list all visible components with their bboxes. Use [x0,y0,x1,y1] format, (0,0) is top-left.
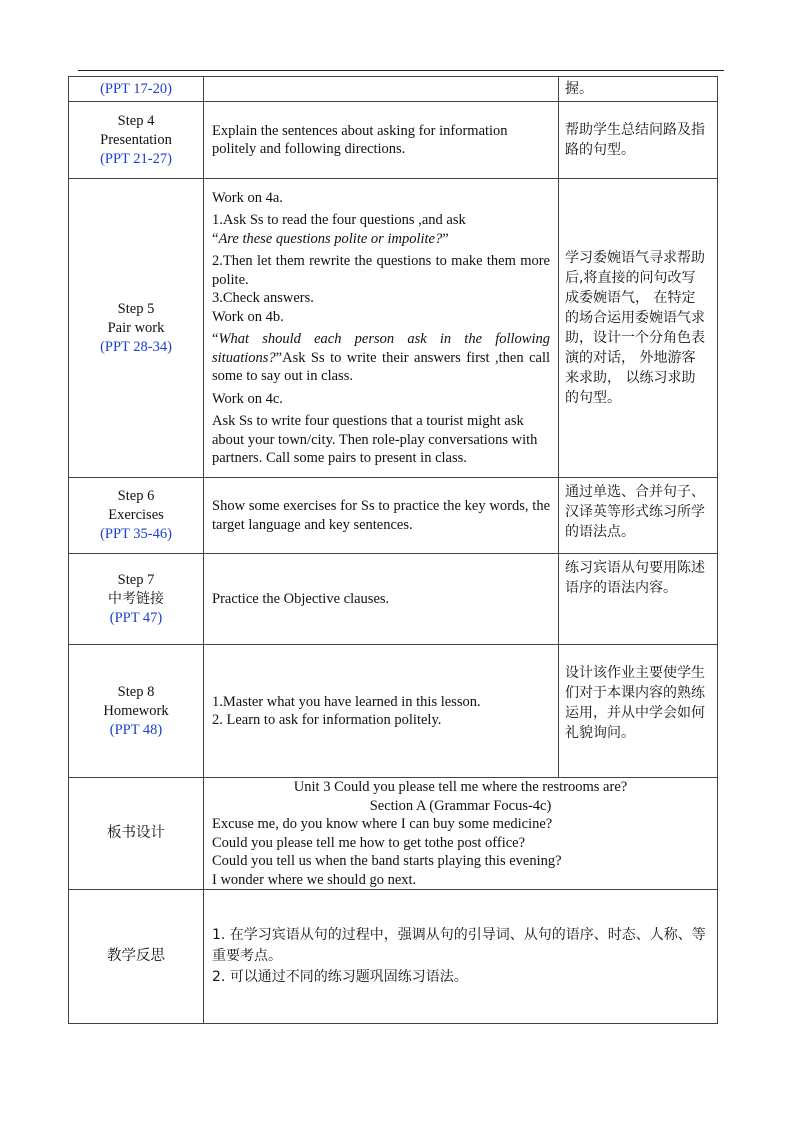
aim-cell: 通过单选、合并句子、汉译英等形式练习所学的语法点。 [559,478,718,554]
step-cell [69,478,204,554]
row-board-design [69,778,718,890]
process-cell [204,645,559,778]
row-step-5 [69,179,718,478]
aim-cell: 帮助学生总结问路及指路的句型。 [559,102,718,179]
header-rule [78,70,724,71]
row-step-6 [69,478,718,554]
row-step-7 [69,554,718,645]
process-line: Work on 4c. [212,390,283,407]
step-number: Step 5 [117,300,155,317]
question-text: Are these questions polite or impolite? [218,230,443,247]
process-text: Explain the sentences about asking for information politely and following directions. [212,122,508,157]
process-cell [204,179,559,478]
process-line: 1.Master what you have learned in this lesson. [212,693,481,710]
process-text: Show some exercises for Ss to practice the key words, the target language and key sentences. [212,498,550,533]
reflection-cell [204,890,718,1024]
aim-cell: 练习宾语从句要用陈述语序的语法内容。 [559,554,718,645]
process-cell [204,478,559,554]
process-line: Work on 4a. [212,189,283,206]
question-text: What should each person ask in the following situations? [212,331,550,366]
row-step-4 [69,102,718,179]
board-design-label: 板书设计 [69,778,204,890]
board-sentence: Could you please tell me how to get tothe post office? [212,834,526,851]
aim-cell: 学习委婉语气寻求帮助后,将直接的问句改写成委婉语气， 在特定的场合运用委婉语气求助，设计一个分角色表演的对话， 外地游客来求助， 以练习求助的句型。 [559,179,718,478]
step-number: Step 7 [117,571,155,588]
process-text: Practice the Objective clauses. [212,590,390,607]
process-line: Ask Ss to write four questions that a tourist might ask about your town/city. Then role-play conversations with partners. Call some pairs to present in class. [212,413,538,466]
process-line: 2. Learn to ask for information politely. [212,712,442,728]
process-cell [204,102,559,179]
ppt-range: (PPT 47) [109,609,163,626]
process-line: 1.Ask Ss to read the four questions ,and ask [212,212,466,228]
board-section: Section A (Grammar Focus-4c) [369,797,552,814]
process-line: 2.Then let them rewrite the questions to make them more polite. [212,253,550,288]
board-title: Unit 3 Could you please tell me where the restrooms are? [293,779,628,795]
ppt-range: (PPT 21-27) [100,150,172,167]
reflection-point: 2. 可以通过不同的练习题巩固练习语法。 [212,969,468,985]
board-sentence: Excuse me, do you know where I can buy some medicine? [212,816,553,832]
reflection-label: 教学反思 [69,890,204,1024]
step-number: Step 4 [117,112,155,129]
process-line: “Are these questions polite or impolite?” [212,230,449,247]
ppt-range: (PPT 35-46) [100,526,172,542]
board-sentence: Could you tell us when the band starts playing this evening? [212,853,562,869]
step-name: Presentation [100,131,172,148]
ppt-range: (PPT 48) [109,721,163,738]
step-cell [69,554,204,645]
step-number: Step 6 [117,488,155,504]
step-cell [69,102,204,179]
ppt-range: (PPT 17-20) [100,80,172,97]
step-cell [69,77,204,102]
step-cell [69,179,204,478]
process-cell [204,77,559,102]
row-continuation [69,77,718,102]
row-step-8 [69,645,718,778]
process-cell [204,554,559,645]
step-name: Pair work [107,319,165,336]
step-name: Exercises [108,507,164,523]
process-line: 3.Check answers. [212,290,314,306]
process-line: “What should each person ask in the following situations?”Ask Ss to write their answers first ,then call some to say out in class. [212,331,550,384]
process-line: Work on 4b. [212,308,284,325]
step-cell [69,645,204,778]
step-name: 中考链接 [108,590,164,607]
step-number: Step 8 [117,683,155,700]
ppt-range: (PPT 28-34) [100,338,172,355]
reflection-point: 1. 在学习宾语从句的过程中，强调从句的引导词、从句的语序、时态、人称、等重要考点。 [212,927,706,964]
aim-cell: 握。 [559,77,718,102]
step-name: Homework [103,702,169,719]
board-design-cell [204,778,718,890]
row-reflection [69,890,718,1024]
board-sentence: I wonder where we should go next. [212,871,417,888]
aim-cell: 设计该作业主要使学生们对于本课内容的熟练运用，并从中学会如何礼貌询问。 [559,645,718,778]
lesson-plan-table [68,76,718,1024]
